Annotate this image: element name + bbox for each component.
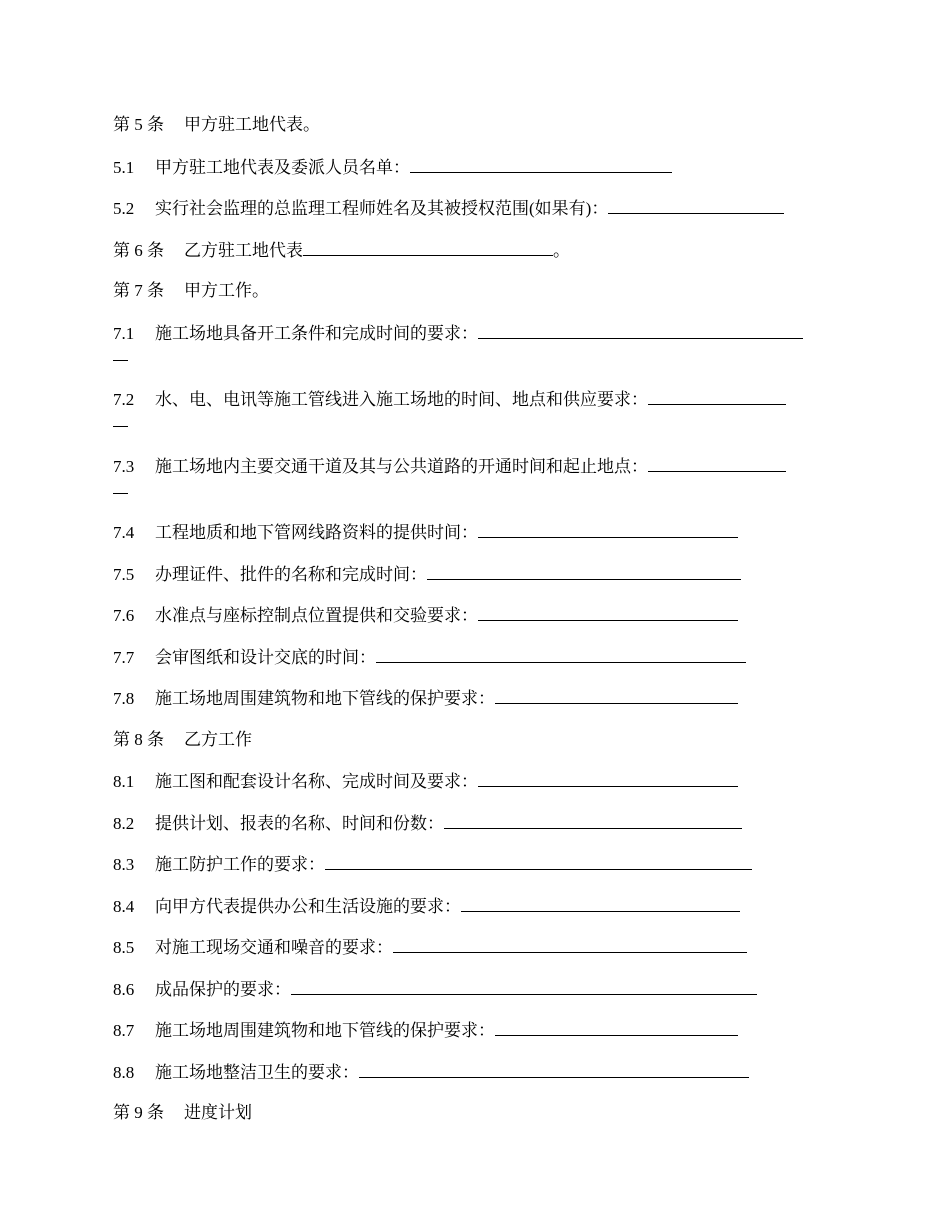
clause-8-4 (113, 893, 838, 918)
clause-8-6 (113, 976, 838, 1001)
clause-number: 8.4 (113, 896, 135, 916)
fill-in-blank[interactable] (410, 154, 672, 173)
fill-in-blank[interactable] (291, 976, 757, 995)
clause-text: 会审图纸和设计交底的时间： (155, 647, 376, 667)
clause-8-5 (113, 934, 838, 959)
clause-text: 施工图和配套设计名称、完成时间及要求： (155, 772, 478, 791)
article-5 (113, 112, 838, 137)
clause-8-1 (113, 768, 838, 793)
clause-text: 工程地质和地下管网线路资料的提供时间： (155, 523, 478, 542)
fill-in-blank[interactable] (393, 934, 747, 953)
fill-in-blank[interactable] (478, 602, 738, 621)
fill-in-blank[interactable] (427, 561, 741, 580)
article-number: 第 6 条 (113, 240, 164, 260)
fill-in-blank[interactable] (648, 453, 786, 472)
clause-7-4 (113, 519, 838, 544)
clause-text: 施工场地具备开工条件和完成时间的要求： (155, 323, 478, 343)
article-number: 第 7 条 (113, 281, 164, 300)
fill-in-blank[interactable] (478, 768, 738, 787)
fill-in-blank[interactable] (495, 1017, 738, 1036)
article-title: 甲方工作。 (184, 281, 269, 300)
clause-7-5 (113, 561, 838, 586)
clause-number: 7.3 (113, 456, 135, 476)
article-9 (113, 1100, 838, 1125)
article-title: 甲方驻工地代表。 (184, 115, 320, 134)
clause-text: 施工场地周围建筑物和地下管线的保护要求： (155, 1021, 495, 1040)
clause-number: 7.8 (113, 689, 135, 708)
clause-text: 办理证件、批件的名称和完成时间： (155, 564, 427, 584)
clause-number: 5.1 (113, 157, 135, 177)
fill-in-blank-continued[interactable] (113, 412, 128, 427)
clause-text: 甲方驻工地代表及委派人员名单： (155, 157, 410, 177)
article-8 (113, 727, 838, 752)
clause-7-7 (113, 644, 838, 669)
clause-number: 7.2 (113, 390, 135, 409)
fill-in-blank[interactable] (478, 320, 803, 339)
fill-in-blank[interactable] (303, 237, 553, 256)
fill-in-blank[interactable] (359, 1059, 749, 1078)
clause-number: 8.8 (113, 1062, 135, 1082)
clause-7-3 (113, 453, 838, 503)
clause-text: 水、电、电讯等施工管线进入施工场地的时间、地点和供应要求： (155, 390, 648, 409)
clause-5-2 (113, 195, 838, 220)
clause-5-1 (113, 154, 838, 179)
clause-text: 成品保护的要求： (155, 979, 291, 999)
article-7 (113, 278, 838, 303)
clause-8-7 (113, 1017, 838, 1042)
fill-in-blank[interactable] (608, 195, 784, 214)
clause-number: 8.6 (113, 979, 135, 999)
article-title: 乙方驻工地代表 (184, 240, 303, 260)
article-title: 乙方工作 (184, 729, 252, 749)
clause-text: 施工场地整洁卫生的要求： (155, 1062, 359, 1082)
clause-text: 实行社会监理的总监理工程师姓名及其被授权范围(如果有)： (155, 199, 609, 218)
clause-number: 7.6 (113, 606, 135, 625)
article-number: 第 8 条 (113, 729, 164, 749)
fill-in-blank[interactable] (461, 893, 740, 912)
clause-number: 7.4 (113, 523, 135, 542)
article-number: 第 5 条 (113, 115, 164, 134)
clause-text: 施工场地内主要交通干道及其与公共道路的开通时间和起止地点： (155, 456, 648, 476)
fill-in-blank-continued[interactable] (113, 479, 128, 494)
clause-number: 7.7 (113, 647, 135, 667)
clause-number: 8.1 (113, 772, 135, 791)
clause-text: 施工防护工作的要求： (155, 855, 325, 874)
article-title: 进度计划 (184, 1103, 252, 1122)
clause-text: 向甲方代表提供办公和生活设施的要求： (155, 896, 461, 916)
contract-page (113, 112, 838, 1142)
article-6 (113, 237, 838, 262)
fill-in-blank[interactable] (325, 851, 752, 870)
clause-number: 7.5 (113, 564, 135, 584)
clause-text: 水准点与座标控制点位置提供和交验要求： (155, 606, 478, 625)
clause-7-6 (113, 602, 838, 627)
clause-7-2 (113, 386, 838, 436)
clause-8-2 (113, 810, 838, 835)
clause-text: 提供计划、报表的名称、时间和份数： (155, 813, 444, 833)
article-end-mark: 。 (553, 240, 570, 260)
fill-in-blank[interactable] (478, 519, 738, 538)
clause-number: 7.1 (113, 323, 135, 343)
clause-8-3 (113, 851, 838, 876)
fill-in-blank[interactable] (648, 386, 786, 405)
article-number: 第 9 条 (113, 1103, 164, 1122)
clause-text: 对施工现场交通和噪音的要求： (155, 938, 393, 957)
clause-number: 8.5 (113, 938, 135, 957)
clause-7-1 (113, 320, 838, 370)
fill-in-blank[interactable] (444, 810, 742, 829)
clause-number: 5.2 (113, 199, 135, 218)
clause-number: 8.7 (113, 1021, 135, 1040)
fill-in-blank[interactable] (495, 685, 738, 704)
fill-in-blank[interactable] (376, 644, 746, 663)
fill-in-blank-continued[interactable] (113, 346, 128, 361)
clause-8-8 (113, 1059, 838, 1084)
clause-text: 施工场地周围建筑物和地下管线的保护要求： (155, 689, 495, 708)
clause-7-8 (113, 685, 838, 710)
clause-number: 8.3 (113, 855, 135, 874)
clause-number: 8.2 (113, 813, 135, 833)
